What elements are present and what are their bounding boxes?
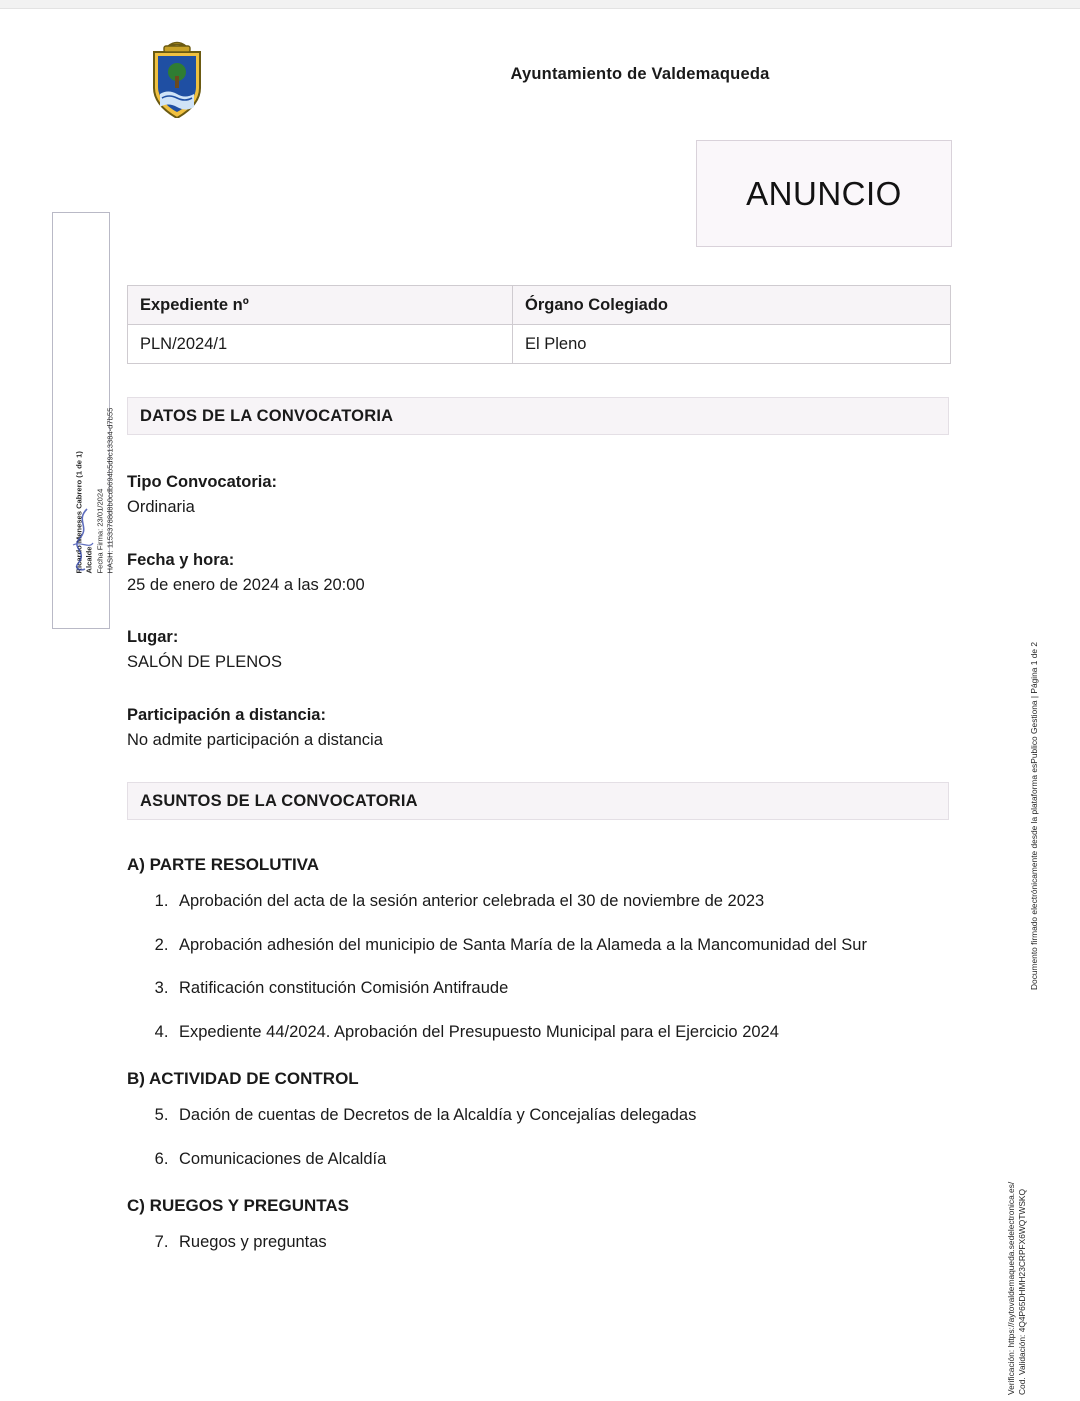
field-label: Lugar: [127, 628, 179, 646]
table-header-row [128, 286, 951, 325]
field-value: SALÓN DE PLENOS [127, 653, 282, 671]
field-label: Tipo Convocatoria: [127, 473, 278, 491]
signature-signer-role: Alcalde [84, 546, 94, 574]
validation-page-footer: Documento firmado electrónicamente desde la plataforma esPublico Gestiona | Página 1 de 2 [1029, 641, 1039, 990]
table-cell-organo: El Pleno [513, 325, 951, 364]
agenda-items-c [127, 1230, 967, 1256]
agenda-items-b [127, 1103, 967, 1172]
list-item: 4. Expediente 44/2024. Aprobación del Presupuesto Municipal para el Ejercicio 2024 [173, 1020, 967, 1046]
field-lugar [127, 628, 887, 672]
table-header-organo: Órgano Colegiado [513, 286, 951, 325]
validation-url: Verificación: https://aytovaldemaqueda.sedelectronica.es/ [1006, 1181, 1016, 1395]
table-cell-expediente: PLN/2024/1 [128, 325, 513, 364]
field-label: Fecha y hora: [127, 551, 235, 569]
list-item: 6. Comunicaciones de Alcaldía [173, 1147, 967, 1173]
signature-date: Fecha Firma: 23/01/2024 [95, 488, 104, 574]
list-item: 5. Dación de cuentas de Decretos de la Alcaldía y Concejalías delegadas [173, 1103, 967, 1129]
validation-code: Cod. Validación: 4Q4P65DHMH23CRPFX6WQTWSKQ [1017, 1188, 1027, 1395]
field-fecha-hora [127, 551, 887, 595]
table-row [128, 325, 951, 364]
table-header-expediente: Expediente nº [128, 286, 513, 325]
list-item: 2. Aprobación adhesión del municipio de Santa María de la Alameda a la Mancomunidad del Sur [173, 933, 967, 959]
agenda-group-b-title: B) ACTIVIDAD DE CONTROL [127, 1069, 359, 1089]
field-label: Participación a distancia: [127, 706, 326, 724]
agenda-items-a [127, 889, 967, 1045]
handwritten-signature-icon [67, 505, 97, 575]
agenda-group-c-title: C) RUEGOS Y PREGUNTAS [127, 1196, 349, 1216]
anuncio-title-box [696, 140, 952, 247]
list-item: 3. Ratificación constitución Comisión Antifraude [173, 976, 967, 1002]
field-value: Ordinaria [127, 498, 195, 516]
window-top-bar [0, 0, 1080, 9]
expediente-table [127, 285, 951, 364]
page-title: Ayuntamiento de Valdemaqueda [510, 65, 770, 83]
document-header [0, 30, 1080, 125]
section-header-datos: DATOS DE LA CONVOCATORIA [127, 397, 949, 435]
signature-signer-name: Ricardo Meneses Cabrero (1 de 1) [74, 451, 84, 574]
field-participacion-distancia [127, 706, 887, 750]
list-item: 1. Aprobación del acta de la sesión anterior celebrada el 30 de noviembre de 2023 [173, 889, 967, 915]
agenda-list [127, 855, 967, 1256]
anuncio-label: ANUNCIO [746, 174, 902, 212]
coat-of-arms-icon [146, 38, 208, 118]
signature-hash: HASH: 11533788d8b0cdb694b5d9c13384-d7b55 [105, 407, 115, 574]
list-item: 7. Ruegos y preguntas [173, 1230, 967, 1256]
field-value: No admite participación a distancia [127, 731, 383, 749]
agenda-group-a-title: A) PARTE RESOLUTIVA [127, 855, 320, 874]
section-header-asuntos: ASUNTOS DE LA CONVOCATORIA [127, 782, 949, 820]
field-value: 25 de enero de 2024 a las 20:00 [127, 576, 365, 594]
signature-stamp-strip [52, 212, 115, 629]
field-tipo-convocatoria [127, 473, 887, 517]
